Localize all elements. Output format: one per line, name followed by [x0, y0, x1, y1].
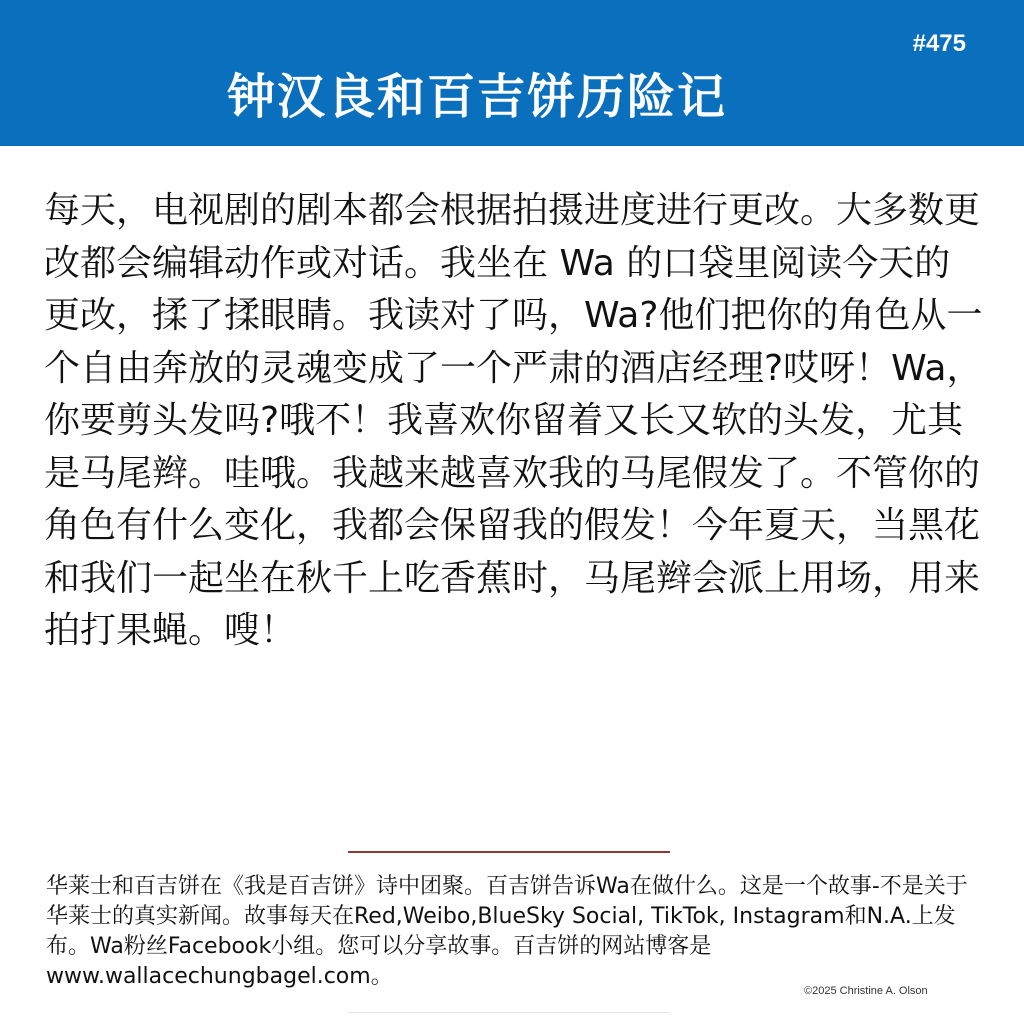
copyright-notice: ©2025 Christine A. Olson [804, 985, 928, 997]
footnote-text: 华莱士和百吉饼在《我是百吉饼》诗中团聚。百吉饼告诉Wa在做什么。这是一个故事-不是关于华莱士的真实新闻。故事每天在Red,Weibo,BlueSky Social, TikTok, Instagram和N.A.上发布。Wa粉丝Facebook小组。您可以分享故事。百吉饼的网站博客是www.wallacechungbagel.com。 [46, 874, 968, 989]
header-banner [0, 0, 1024, 146]
page-title: 钟汉良和百吉饼历险记 [226, 69, 727, 125]
bottom-divider [348, 1012, 670, 1013]
story-text: 每天，电视剧的剧本都会根据拍摄进度进行更改。大多数更改都会编辑动作或对话。我坐在 Wa 的口袋里阅读今天的更改，揉了揉眼睛。我读对了吗，Wa?他们把你的角色从一个自由奔放的灵魂变成了一个严肃的酒店经理?哎呀！Wa，你要剪头发吗?哦不！我喜欢你留着又长又软的头发，尤其是马尾辫。哇哦。我越来越喜欢我的马尾假发了。不管你的角色有什么变化，我都会保留我的假发！今年夏天，当黑花和我们一起坐在秋千上吃香蕉时，马尾辫会派上用场，用来拍打果蝇。嗖！ [44, 190, 983, 651]
episode-number: #475 [912, 30, 966, 57]
section-divider [348, 851, 670, 853]
